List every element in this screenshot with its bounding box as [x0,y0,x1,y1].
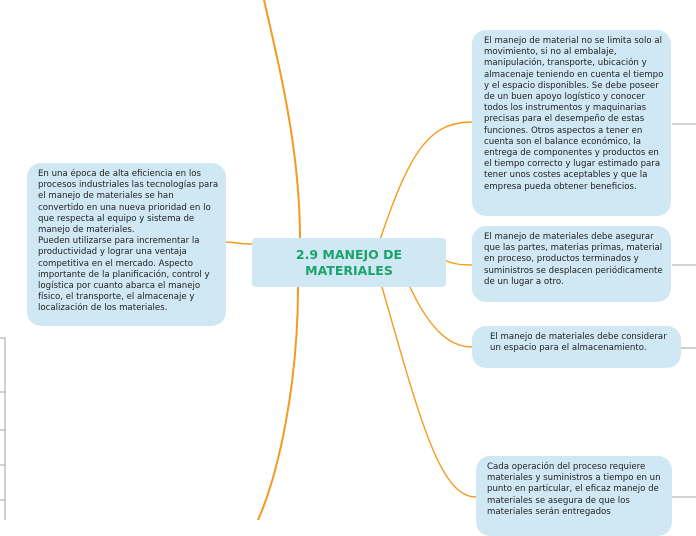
right-topic-node-4[interactable] [476,456,672,536]
right-topic-node-3[interactable] [472,326,681,368]
central-topic[interactable] [252,238,446,287]
right-topic-text-1: El manejo de material no se limita solo al movimiento, si no al embalaje, manipulación, transporte, ubicación y almacenaje teniendo en cuenta el tiempo y el espacio disponibles. Se debe poseer de un buen apoyo logístico y conocer todos los instrumentos y maquinarias precisas para el desempeño de estas funciones. Otros aspectos a tener en cuenta son el balance económico, la entrega de componentes y productos en el tiempo correcto y lugar estimado para tener unos costes aceptables y que la empresa pueda obtener beneficios. [484,36,664,192]
right-topic-text-2: El manejo de materiales debe asegurar que las partes, materias primas, material en proceso, productos terminados y suministros se desplacen periódicamente de un lugar a otro. [484,232,663,287]
branch-right-4 [382,287,476,497]
left-topic-paragraph-1: En una época de alta eficiencia en los procesos industriales las tecnologías para el manejo de materiales se han convertido en una nueva prioridad en lo que respecta al equipo y sistema de manejo de materiales. [38,169,219,236]
branch-right-3 [410,287,472,347]
right-topic-node-1[interactable] [472,30,671,216]
branch-right-1 [380,122,472,240]
right-topic-text-3: El manejo de materiales debe considerar un espacio para el almacenamiento. [490,332,667,354]
central-topic-title: 2.9 MANEJO DE MATERIALES [295,246,403,278]
left-topic-paragraph-2: Pueden utilizarse para incrementar la productividad y lograr una ventaja competitiva en el mercado. Aspecto importante de la planificación, control y logística por cuanto abarca el manejo físico, el transporte, el almacenaje y localización de los materiales. [38,236,210,314]
right-topic-text-4: Cada operación del proceso requiere materiales y suministros a tiempo en un punto en particular, el eficaz manejo de materiales se asegura de que los materiales serán entregados [487,462,661,517]
right-topic-node-2[interactable] [472,226,671,302]
branch-top [264,0,300,240]
branch-bottom [258,287,298,520]
branch-left [226,242,252,244]
left-topic-node[interactable] [27,163,226,326]
